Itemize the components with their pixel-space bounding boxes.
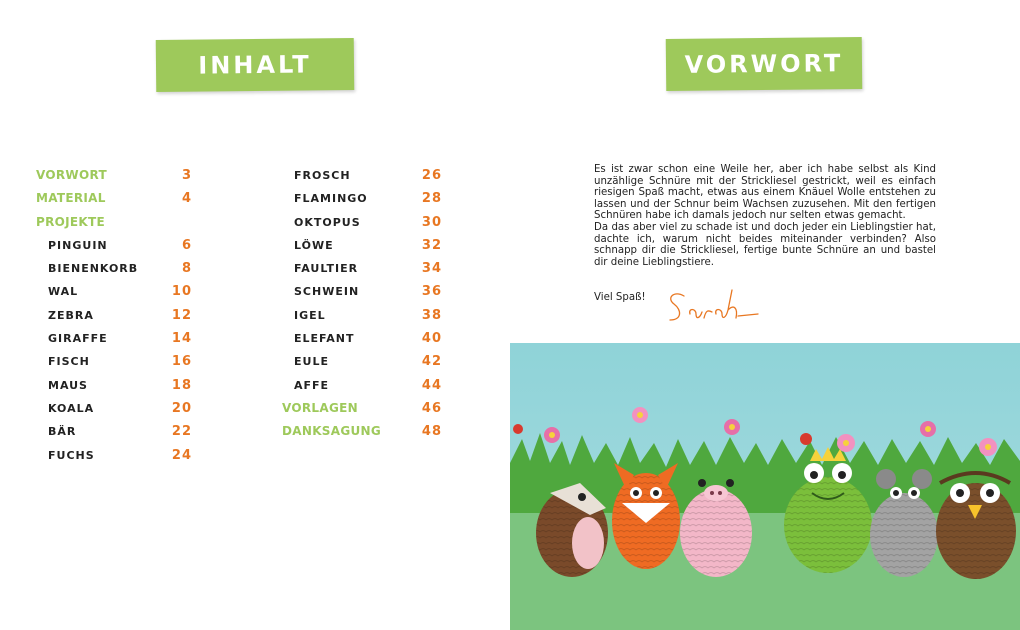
toc-entry-label: FAULTIER bbox=[294, 262, 359, 276]
toc-entry bbox=[36, 374, 196, 397]
toc-entry-page: 34 bbox=[421, 261, 442, 277]
toc-entry bbox=[36, 350, 196, 373]
toc-entry-page: 40 bbox=[421, 331, 442, 347]
toc-entry-page: 18 bbox=[171, 377, 192, 393]
knitted-animals-illustration bbox=[510, 343, 1020, 630]
toc-entry-page: 14 bbox=[171, 331, 192, 347]
toc-entry-page: 30 bbox=[421, 214, 442, 230]
preface-closing: Viel Spaß! bbox=[594, 292, 646, 303]
toc-entry-page: 10 bbox=[171, 284, 192, 300]
toc-entry-label: IGEL bbox=[294, 308, 326, 322]
toc-entry bbox=[36, 280, 196, 303]
signature bbox=[660, 284, 760, 328]
toc-column-1 bbox=[36, 164, 196, 467]
toc-entry bbox=[36, 444, 196, 467]
toc-entry-page: 26 bbox=[421, 168, 442, 183]
toc-entry-page: 48 bbox=[421, 424, 442, 440]
toc-entry bbox=[36, 211, 196, 234]
toc-entry-label: BIENENKORB bbox=[48, 262, 139, 276]
toc-entry-page: 3 bbox=[181, 168, 192, 183]
toc-entry-label: PROJEKTE bbox=[36, 214, 105, 229]
toc-entry-label: LÖWE bbox=[294, 238, 334, 252]
toc-entry-page: 24 bbox=[171, 447, 192, 463]
toc-entry bbox=[36, 164, 196, 187]
toc-entry bbox=[282, 397, 442, 420]
toc-entry bbox=[36, 420, 196, 443]
toc-entry bbox=[36, 327, 196, 350]
toc-title: INHALT bbox=[156, 38, 355, 92]
toc-entry bbox=[282, 211, 442, 234]
toc-entry-label: FUCHS bbox=[48, 448, 95, 462]
toc-entry-page: 46 bbox=[421, 400, 442, 416]
craft-animals-photo bbox=[510, 343, 1020, 630]
toc-entry-label: DANKSAGUNG bbox=[282, 424, 382, 439]
toc-entry bbox=[282, 164, 442, 187]
toc-entry-label: ELEFANT bbox=[294, 332, 355, 346]
toc-entry-label: FLAMINGO bbox=[294, 192, 368, 206]
toc-entry-label: ZEBRA bbox=[48, 308, 94, 322]
toc-entry-page: 12 bbox=[171, 307, 192, 323]
toc-entry-page: 44 bbox=[421, 377, 442, 393]
toc-entry-page: 36 bbox=[421, 284, 442, 300]
toc-entry bbox=[282, 234, 442, 257]
toc-entry bbox=[282, 327, 442, 350]
toc-entry-page: 38 bbox=[421, 307, 442, 323]
toc-entry bbox=[282, 187, 442, 210]
fox-figure bbox=[612, 463, 680, 569]
toc-entry bbox=[282, 374, 442, 397]
toc-entry-label: FROSCH bbox=[294, 169, 351, 182]
toc-entry bbox=[36, 187, 196, 210]
toc-entry bbox=[36, 234, 196, 257]
toc-entry-label: GIRAFFE bbox=[48, 332, 108, 346]
toc-entry bbox=[282, 257, 442, 280]
toc-entry-label: AFFE bbox=[294, 378, 330, 392]
toc-entry-label: WAL bbox=[48, 285, 79, 299]
preface-paragraph-1: Es ist zwar schon eine Weile her, aber ich habe selbst als Kind unzählige Schnüre mit der Strickliesel gestrickt, weil es einfach riesigen Spaß macht, etwas aus einem Knäuel Wolle entstehen zu lassen und der Schnur beim Wachsen zuzusehen. Mit den fertigen Schnüren habe ich damals jedoch nur selten etwas gemacht. bbox=[594, 164, 936, 222]
right-page bbox=[510, 0, 1020, 630]
toc-entry-page: 42 bbox=[421, 354, 442, 370]
toc-entry-label: MAUS bbox=[48, 378, 88, 392]
toc-entry-label: PINGUIN bbox=[48, 238, 108, 252]
toc-entry bbox=[282, 350, 442, 373]
toc-entry-page: 16 bbox=[171, 354, 192, 370]
toc-entry bbox=[282, 280, 442, 303]
toc-entry-page: 22 bbox=[171, 424, 192, 440]
toc-entry-page: 4 bbox=[181, 191, 192, 207]
toc-entry-label: BÄR bbox=[48, 425, 77, 439]
toc-entry bbox=[282, 420, 442, 443]
toc-entry-page: 6 bbox=[181, 237, 192, 253]
preface-title: VORWORT bbox=[666, 37, 863, 91]
toc-entry-label: KOALA bbox=[48, 401, 95, 415]
toc-entry-label: SCHWEIN bbox=[294, 285, 360, 299]
toc-entry-label: MATERIAL bbox=[36, 191, 106, 206]
toc-entry bbox=[36, 397, 196, 420]
toc-entry bbox=[282, 304, 442, 327]
preface-text bbox=[594, 164, 936, 268]
toc-entry-page: 28 bbox=[421, 191, 442, 207]
toc-entry bbox=[36, 304, 196, 327]
toc-entry-page: 32 bbox=[421, 237, 442, 253]
toc-entry-label: OKTOPUS bbox=[294, 215, 361, 229]
preface-paragraph-2: Da das aber viel zu schade ist und doch jeder ein Lieblingstier hat, dachte ich, warum nicht beides miteinander verbinden? Also schnapp dir die Strickliesel, fertige bunte Schnüre an und bastel dir deine Lieblingstiere. bbox=[594, 221, 936, 268]
toc-entry-page: 20 bbox=[171, 400, 192, 416]
toc-entry-label: VORLAGEN bbox=[282, 400, 358, 415]
toc-entry-page: 8 bbox=[181, 261, 192, 277]
toc-column-2 bbox=[282, 164, 442, 444]
toc-entry-label: EULE bbox=[294, 355, 329, 369]
toc-entry-label: FISCH bbox=[48, 355, 90, 369]
toc-entry bbox=[36, 257, 196, 280]
toc-entry-label: VORWORT bbox=[36, 168, 107, 182]
